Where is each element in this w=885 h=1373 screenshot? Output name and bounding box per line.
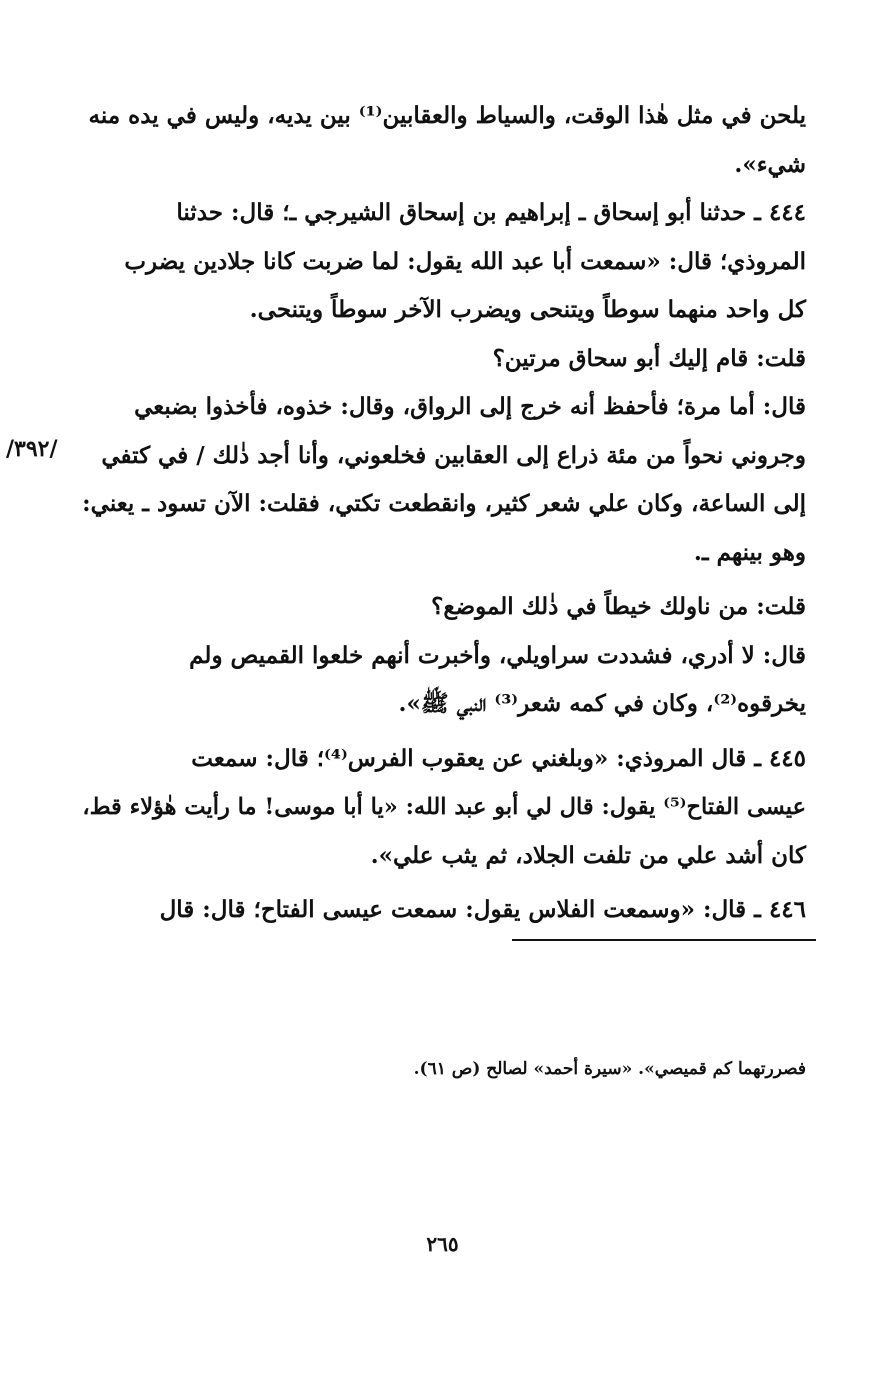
margin-page-reference: /٣٩٢/ <box>6 436 58 462</box>
footnotes-block <box>78 955 806 1151</box>
main-text-block <box>78 92 806 935</box>
footnote <box>78 955 806 988</box>
footnote-separator <box>512 939 816 941</box>
footnote-continuation: فصررتهما كم قميصي». «سيرة أحمد» لصالح (ص ٦١). <box>413 1058 806 1079</box>
footnote <box>78 1020 806 1053</box>
text-line: يلحن في مثل هٰذا الوقت، والسياط والعقابين⁽¹⁾ بين يديه، وليس في يده منه <box>88 102 806 129</box>
text-line: شيء». <box>734 150 806 178</box>
text-line: يخرقوه⁽²⁾، وكان في كمه شعر⁽³⁾ النبي ﷺ». <box>398 690 806 717</box>
text-line: قال: أما مرة؛ فأحفظ أنه خرج إلى الرواق، وقال: خذوه، فأخذوا بضبعي <box>134 393 806 420</box>
text-line: قلت: قام إليك أبو سحاق مرتين؟ <box>492 344 806 372</box>
text-line: ٤٤٤ ـ حدثنا أبو إسحاق ـ إبراهيم بن إسحاق الشيرجي ـ؛ قال: حدثنا <box>176 199 806 226</box>
text-line: كان أشد علي من تلفت الجلاد، ثم يثب علي». <box>370 841 806 869</box>
text-line: قلت: من ناولك خيطاً في ذٰلك الموضع؟ <box>431 593 806 620</box>
footnote <box>78 1085 806 1118</box>
footnote <box>78 1118 806 1151</box>
text-line: المروذي؛ قال: «سمعت أبا عبد الله يقول: لما ضربت كانا جلادين يضرب <box>124 247 806 275</box>
page-number: ٢٦٥ <box>426 1232 459 1256</box>
text-line: ٤٤٦ ـ قال: «وسمعت الفلاس يقول: سمعت عيسى الفتاح؛ قال: قال <box>159 896 806 923</box>
footnote <box>78 988 806 1021</box>
text-line: إلى الساعة، وكان علي شعر كثير، وانقطعت تكتي، فقلت: الآن تسود ـ يعني: <box>82 490 806 517</box>
text-line: ٤٤٥ ـ قال المروذي: «وبلغني عن يعقوب الفرس⁽⁴⁾؛ قال: سمعت <box>191 744 806 772</box>
text-line: قال: لا أدري، فشددت سراويلي، وأخبرت أنهم خلعوا القميص ولم <box>189 641 806 669</box>
text-line: وهو بينهم ـ. <box>693 538 806 566</box>
text-line: وجروني نحواً من مئة ذراع إلى العقابين فخلعوني، وأنا أجد ذٰلك / في كتفي <box>101 441 806 469</box>
text-line: كل واحد منهما سوطاً ويتنحى ويضرب الآخر سوطاً ويتنحى. <box>249 296 806 323</box>
text-line: عيسى الفتاح⁽⁵⁾ يقول: قال لي أبو عبد الله: «يا أبا موسى! ما رأيت هٰؤلاء قط، <box>82 794 806 820</box>
